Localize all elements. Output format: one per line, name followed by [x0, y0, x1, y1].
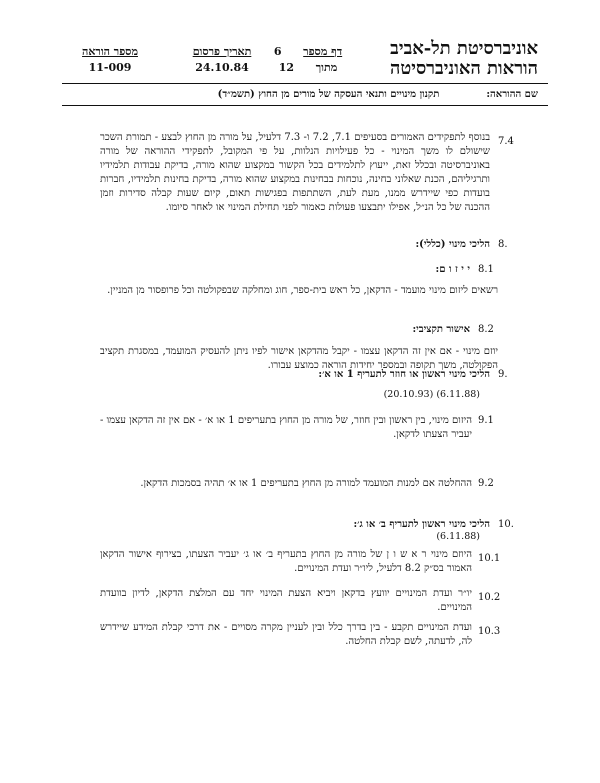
page-of-label: מתוך: [315, 61, 338, 74]
paragraph: היוזם מינוי ר א ש ו ן של מורה מן החוץ בתעריף ב׳ או ג׳ יעביר הצעתו, בצירוף אישור הדקאן האמור בס״ק 8.2 דלעיל, ליו״ר ועדת המינויים.: [100, 549, 472, 574]
header-separator-bottom: [62, 105, 548, 106]
section-number: 8.2: [478, 324, 494, 335]
publication-date-block: [180, 44, 264, 76]
paragraph: ועדת המינויים תקבע - בין בדרך כלל ובין לעניין מקרה מסויים - את דרכי קבלת המידע שיידרש לה, לדעתה, לשם קבלת החלטה.: [100, 622, 472, 647]
page-of-row: [268, 60, 348, 76]
section-number: 10.: [498, 519, 514, 530]
university-name: [348, 39, 538, 79]
instruction-name: תקנון מינויים ותנאי העסקה של מורים מן החוץ (תשמ״ד): [217, 89, 440, 100]
instruction-name-label: שם ההוראה:: [486, 89, 538, 100]
university-line-2: הוראות האוניברסיטה: [390, 58, 538, 79]
page-label-row: [268, 44, 348, 60]
page-number-block: [268, 44, 348, 76]
paragraph: יו״ר ועדת המינויים יוועץ בדקאן ויביא הצעת המינוי יחד עם המלצת הדקאן, לדיון בוועדת המינויים.: [100, 588, 472, 613]
section-number: 9.1: [478, 415, 494, 426]
page-label: דף מספר: [303, 45, 343, 58]
amendment-dates: (20.10.93) (6.11.88): [383, 389, 480, 400]
pub-date: 24.10.84: [195, 61, 249, 74]
page-total: 12: [278, 61, 295, 74]
pub-date-label: תאריך פרסום: [192, 45, 252, 58]
paragraph: בנוסף לתפקידים האמורים בסעיפים 7.1, 7.2 ו- 7.3 דלעיל, על מורה מן החוץ לבצע - תמורת השכר שישולם לו משך המינוי - כל פעילויות הנלוות, על פי המקובל, לתפקידי ההוראה של מורה באוניברסיטה ובכלל זאת, ייעוץ לתלמידים בכל הקשור במקצוע שהוא מורה, בדיקת עבודות תלמידיו ותרגיליהם, הכנת שאלוני בחינה, נוכחות בבחינות במקצוע שהוא מורה, בדיקת בחינות תלמידיו, חברות בועדות כפי שיידרש ממנו, מעת לעת, השתתפות בפגישות תאום, קיום שעות קבלה סדירות וזמן ההכנה של כל הנ״ל, אפילו יתבצעו פעולות כאמור לפני תחילת המינוי או לאחר סיומו.: [100, 132, 491, 213]
section-heading: י י ז ו ם:: [435, 264, 470, 275]
section-number: 8.1: [478, 264, 494, 275]
instruction-name-row: [52, 88, 538, 102]
section-number: 10.1: [478, 553, 501, 564]
section-heading: הליכי מינוי ראשון לתעריף ב׳ או ג׳:: [353, 519, 490, 530]
page-number: 6: [273, 45, 282, 58]
instruction-no: 11-009: [88, 61, 132, 74]
header-separator-top: [62, 83, 548, 84]
paragraph: רשאים ליזום מינוי מועמד - הדקאן, כל ראש בית-ספר, חוג ומחלקה שבפקולטה וכל פרופסור מן המניין.: [107, 285, 498, 296]
section-heading: אישור תקציבי:: [412, 324, 470, 335]
section-number: 10.3: [478, 626, 501, 637]
section-number: 10.2: [478, 592, 501, 603]
paragraph: היזום מינוי, בין ראשון ובין חוזר, של מורה מן החוץ בתעריפים 1 או א׳ - אם אין זה הדקאן עצמו - יעביר הצעתו לדקאן.: [100, 415, 472, 440]
section-number: 9.2: [478, 478, 494, 489]
paragraph: ההחלטה אם למנות המועמד למורה מן החוץ בתעריפים 1 או א׳ תהיה בסמכות הדקאן.: [140, 478, 472, 489]
section-number: 8.: [498, 239, 508, 250]
section-heading: הליכי מינוי ראשון או חוזר לתעריף 1 או א׳:: [318, 369, 490, 380]
paragraph: יוזם מינוי - אם אין זה הדקאן עצמו - יקבל מהדקאן אישור לפיו ניתן להעסיק המועמד, במסגרת תקציב הפקולטה, משך תקופה ובמספר יחידות הוראה כמוצע עבורו.: [100, 346, 498, 371]
section-number: 7.4: [498, 136, 514, 147]
amendment-dates: (6.11.88): [436, 531, 480, 542]
instruction-no-label: מספר הוראה: [82, 45, 138, 58]
section-heading: הליכי מינוי (כללי):: [415, 239, 490, 250]
instruction-number-block: [66, 44, 154, 76]
university-line-1: אוניברסיטת תל-אביב: [390, 38, 538, 59]
section-number: 9.: [498, 369, 508, 380]
